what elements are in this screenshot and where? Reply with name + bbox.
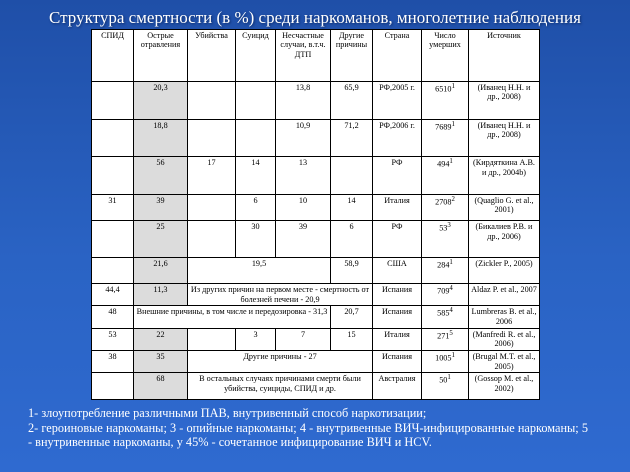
deaths-value: 6510 xyxy=(435,84,452,94)
footnote-line: 2- героиновые наркоманы; 3 - опийные наркоманы; 4 - внутривенные ВИЧ-инфицированные наркоманы; 5 - внутривенные наркоманы, у 45% - сочетанное инфицирование ВИЧ и HCV. xyxy=(28,420,588,450)
deaths-value: 1005 xyxy=(435,353,452,363)
deaths-value: 50 xyxy=(439,376,448,386)
cell-source: (Brugal M.T. et al., 2005) xyxy=(469,351,540,373)
cell-aids: 31 xyxy=(92,194,134,220)
cell-murder xyxy=(188,82,236,120)
cell-country: Австралия xyxy=(373,373,422,400)
slide-title: Структура смертности (в %) среди наркоманов, многолетние наблюдения xyxy=(49,8,581,27)
header-deaths: Число умерших xyxy=(422,30,469,82)
cell-country: Италия xyxy=(373,328,422,350)
cell-other: 20,7 xyxy=(331,306,373,328)
cell-accidents: 7 xyxy=(276,328,331,350)
cell-murder xyxy=(188,194,236,220)
header-country: Страна xyxy=(373,30,422,82)
table-header-row xyxy=(92,30,540,82)
deaths-footnote-ref: 1 xyxy=(449,158,453,166)
cell-poisoning: 56 xyxy=(134,157,188,195)
cell-aids xyxy=(92,157,134,195)
deaths-value: 7689 xyxy=(435,122,452,132)
deaths-value: 2708 xyxy=(435,197,452,207)
cell-poisoning: 68 xyxy=(134,373,188,400)
cell-murder xyxy=(188,119,236,157)
cell-source: (Иванец Н.Н. и др., 2008) xyxy=(469,119,540,157)
cell-deaths xyxy=(422,306,469,328)
cell-merged-causes: 19,5 xyxy=(188,257,331,283)
cell-suicide: 30 xyxy=(236,221,276,258)
table-row xyxy=(92,328,540,350)
table-row xyxy=(92,194,540,220)
cell-deaths xyxy=(422,284,469,306)
table-row xyxy=(92,257,540,283)
cell-country: РФ xyxy=(373,157,422,195)
header-poisoning: Острые отравления xyxy=(134,30,188,82)
footnote-line: 1- злоупотребление различными ПАВ, внутривенный способ наркотизации; xyxy=(28,406,427,420)
cell-deaths xyxy=(422,351,469,373)
table-row xyxy=(92,119,540,157)
cell-merged-causes: Внешние причины, в том числе и передозировка - 31,3 xyxy=(134,306,331,328)
deaths-footnote-ref: 1 xyxy=(451,352,455,360)
cell-country: РФ,2005 г. xyxy=(373,82,422,120)
mortality-table-container xyxy=(91,29,539,400)
cell-poisoning: 25 xyxy=(134,221,188,258)
cell-suicide: 14 xyxy=(236,157,276,195)
cell-country: РФ,2006 г. xyxy=(373,119,422,157)
cell-country: Испания xyxy=(373,351,422,373)
cell-aids: 44,4 xyxy=(92,284,134,306)
deaths-footnote-ref: 3 xyxy=(447,222,451,230)
cell-aids: 38 xyxy=(92,351,134,373)
table-row xyxy=(92,82,540,120)
cell-country: Италия xyxy=(373,194,422,220)
cell-other: 15 xyxy=(331,328,373,350)
cell-aids xyxy=(92,221,134,258)
cell-murder xyxy=(188,328,236,350)
deaths-footnote-ref: 2 xyxy=(451,195,455,203)
deaths-footnote-ref: 1 xyxy=(447,374,451,382)
cell-accidents: 13,8 xyxy=(276,82,331,120)
cell-source: (Кирдяткина А.В. и др., 2004b) xyxy=(469,157,540,195)
cell-poisoning: 18,8 xyxy=(134,119,188,157)
cell-source: Lumbreras B. et al., 2006 xyxy=(469,306,540,328)
cell-other: 58,9 xyxy=(331,257,373,283)
cell-merged-causes: Из других причин на первом месте - смертность от болезней печени - 20,9 xyxy=(188,284,373,306)
cell-deaths xyxy=(422,157,469,195)
cell-aids xyxy=(92,257,134,283)
cell-aids: 48 xyxy=(92,306,134,328)
cell-murder: 17 xyxy=(188,157,236,195)
cell-country: Испания xyxy=(373,284,422,306)
header-other: Другие причины xyxy=(331,30,373,82)
cell-accidents: 13 xyxy=(276,157,331,195)
deaths-footnote-ref: 4 xyxy=(449,285,453,293)
cell-source: (Gossop M. et al., 2002) xyxy=(469,373,540,400)
cell-deaths xyxy=(422,119,469,157)
cell-poisoning: 22 xyxy=(134,328,188,350)
cell-aids xyxy=(92,82,134,120)
cell-deaths xyxy=(422,328,469,350)
deaths-value: 53 xyxy=(439,223,448,233)
cell-accidents: 39 xyxy=(276,221,331,258)
cell-deaths xyxy=(422,257,469,283)
footnotes xyxy=(28,406,588,450)
deaths-footnote-ref: 4 xyxy=(449,307,453,315)
cell-poisoning: 11,3 xyxy=(134,284,188,306)
cell-country: РФ xyxy=(373,221,422,258)
deaths-footnote-ref: 1 xyxy=(449,258,453,266)
table-row xyxy=(92,306,540,328)
cell-deaths xyxy=(422,373,469,400)
cell-aids: 53 xyxy=(92,328,134,350)
cell-source: (Manfredi R. et al., 2006) xyxy=(469,328,540,350)
deaths-value: 284 xyxy=(437,260,450,270)
cell-deaths xyxy=(422,221,469,258)
deaths-footnote-ref: 1 xyxy=(451,83,455,90)
cell-country: Испания xyxy=(373,306,422,328)
cell-other xyxy=(331,157,373,195)
cell-other: 14 xyxy=(331,194,373,220)
cell-merged-causes: Другие причины - 27 xyxy=(188,351,373,373)
deaths-footnote-ref: 5 xyxy=(449,329,453,337)
cell-accidents: 10 xyxy=(276,194,331,220)
cell-source: (Quaglio G. et al., 2001) xyxy=(469,194,540,220)
mortality-table xyxy=(91,29,540,400)
cell-other: 71,2 xyxy=(331,119,373,157)
deaths-value: 494 xyxy=(437,159,450,169)
deaths-value: 709 xyxy=(437,286,450,296)
cell-suicide xyxy=(236,82,276,120)
cell-merged-causes: В остальных случаях причинами смерти были убийства, суициды, СПИД и др. xyxy=(188,373,373,400)
cell-source: (Zickler P., 2005) xyxy=(469,257,540,283)
cell-suicide: 6 xyxy=(236,194,276,220)
cell-murder xyxy=(188,221,236,258)
cell-country: США xyxy=(373,257,422,283)
header-suicide: Суицид xyxy=(236,30,276,82)
deaths-value: 585 xyxy=(437,309,450,319)
cell-source: (Бикалиев Р.В. и др., 2006) xyxy=(469,221,540,258)
cell-deaths xyxy=(422,82,469,120)
cell-accidents: 10,9 xyxy=(276,119,331,157)
cell-source: (Иванец Н.Н. и др., 2008) xyxy=(469,82,540,120)
table-row xyxy=(92,351,540,373)
cell-poisoning: 20,3 xyxy=(134,82,188,120)
cell-aids xyxy=(92,119,134,157)
table-row xyxy=(92,221,540,258)
table-row xyxy=(92,284,540,306)
header-aids: СПИД xyxy=(92,30,134,82)
cell-other: 65,9 xyxy=(331,82,373,120)
deaths-footnote-ref: 1 xyxy=(451,120,455,128)
table-row xyxy=(92,157,540,195)
cell-suicide xyxy=(236,119,276,157)
deaths-value: 271 xyxy=(437,331,450,341)
header-accidents: Несчастные случаи, в.т.ч. ДТП xyxy=(276,30,331,82)
cell-poisoning: 21,6 xyxy=(134,257,188,283)
cell-deaths xyxy=(422,194,469,220)
cell-poisoning: 35 xyxy=(134,351,188,373)
cell-poisoning: 39 xyxy=(134,194,188,220)
table-row xyxy=(92,373,540,400)
cell-other: 6 xyxy=(331,221,373,258)
cell-source: Aldaz P. et al., 2007 xyxy=(469,284,540,306)
cell-aids xyxy=(92,373,134,400)
header-murder: Убийства xyxy=(188,30,236,82)
cell-suicide: 3 xyxy=(236,328,276,350)
header-source: Источник xyxy=(469,30,540,82)
